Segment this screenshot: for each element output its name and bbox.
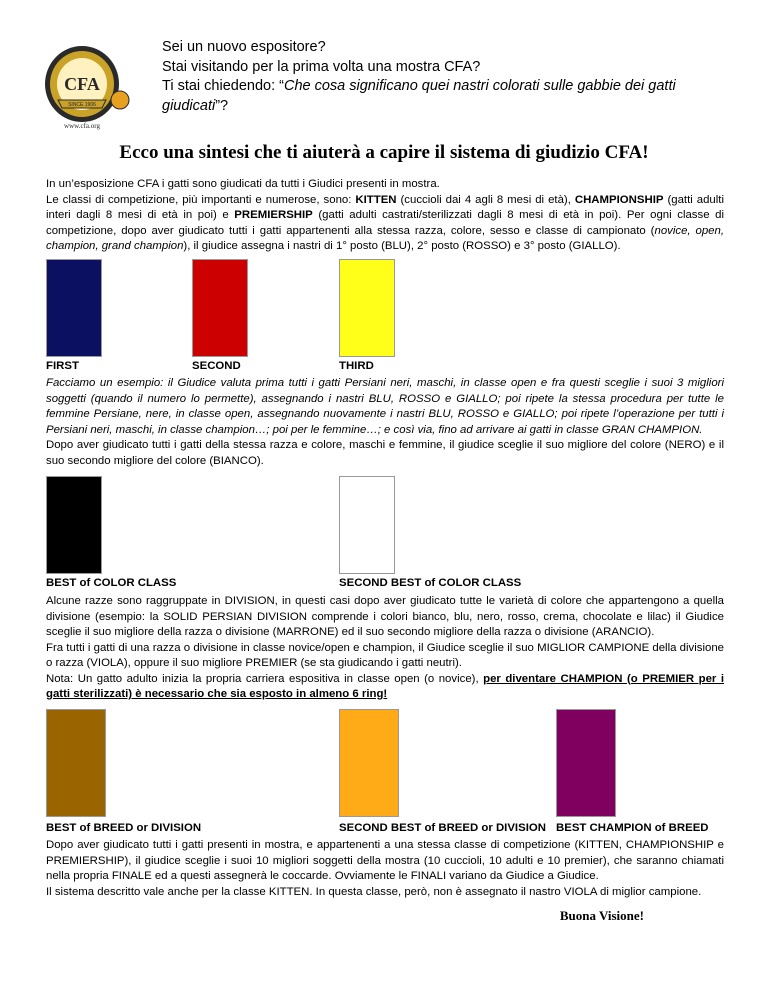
- section-2-p2: Dopo aver giudicato tutti i gatti della stessa razza e colore, maschi e femmine, il giudice sceglie il suo migliore del colore (NERO) e il suo secondo migliore del colore (BIANCO).: [46, 439, 724, 467]
- intro-line-3: Ti stai chiedendo: “Che cosa significano quei nastri colorati sulle gabbie dei gatti giudicati”?: [162, 78, 676, 114]
- cfa-logo: [28, 38, 140, 130]
- ribbon-best-champion-label: BEST CHAMPION of BREED: [556, 822, 709, 834]
- ribbon-second-best-breed: [339, 709, 399, 817]
- section-3-p2: Fra tutti i gatti di una razza o divisione in classe novice/open e champion, il Giudice sceglie il suo MIGLIOR CAMPIONE della divisione o razza (VIOLA), oppure il suo migliore PREMIER (se sta giudicando i gatti neutri).: [46, 641, 724, 669]
- section-4: [46, 838, 724, 900]
- ribbon-third: [339, 259, 395, 357]
- section-3: [46, 594, 724, 703]
- section-3-note: Nota: Un gatto adulto inizia la propria carriera espositiva in classe open (o novice), per diventare CHAMPION (o PREMIER per i gatti sterilizzati) è necessario che sia esposto in almeno 6 ring!: [46, 672, 724, 700]
- logo-banner-text: SINCE 1906: [68, 102, 96, 108]
- ribbon-second-best-color: [339, 476, 395, 574]
- section-4-p2: Il sistema descritto vale anche per la classe KITTEN. In questa classe, però, non è assegnato il nastro VIOLA di miglior campione.: [46, 885, 702, 898]
- ribbon-best-champion: [556, 709, 616, 817]
- section-1-p2: Le classi di competizione, più importanti e numerose, sono: KITTEN (cuccioli dai 4 agli 8 mesi di età), CHAMPIONSHIP (gatti adulti interi dagli 8 mesi di età in poi) e PREMIERSHIP (gatti adulti castrati/sterilizzati dagli 8 mesi di età in poi). Per ogni classe di competizione, dopo aver giudicato tutti i gatti appartenenti alla stessa razza, colore, sesso e classe di campionato (novice, open, champion, grand champion), il giudice assegna i nastri di 1° posto (BLU), 2° posto (ROSSO) e 3° posto (GIALLO).: [46, 193, 724, 252]
- ribbon-second-best-breed-label: SECOND BEST of BREED or DIVISION: [339, 822, 546, 834]
- ribbon-first-label: FIRST: [46, 360, 79, 372]
- intro-question-italic: Che cosa significano quei nastri colorati sulle gabbie dei gatti giudicati: [162, 78, 676, 114]
- logo-center-text: CFA: [64, 74, 100, 94]
- note-emphasis: per diventare CHAMPION (o PREMIER per i gatti sterilizzati) è necessario che sia esposto in almeno 6 ring!: [46, 672, 724, 700]
- ribbon-best-color-label: BEST of COLOR CLASS: [46, 577, 177, 589]
- intro-line-2: Stai visitando per la prima volta una mostra CFA?: [162, 58, 481, 75]
- ribbon-best-breed: [46, 709, 106, 817]
- ribbon-best-color: [46, 476, 102, 574]
- ribbon-third-label: THIRD: [339, 360, 374, 372]
- logo-url-text: www.cfa.org: [64, 122, 100, 130]
- closing-text: Buona Visione!: [559, 908, 644, 923]
- ribbon-second-label: SECOND: [192, 360, 241, 372]
- section-2-example: Facciamo un esempio: il Giudice valuta prima tutti i gatti Persiani neri, maschi, in classe open e fra questi sceglie i suoi 3 migliori soggetti (quando il numero lo permette), assegnando i nastri BLU, ROSSO e GIALLO; poi ripete la stessa procedura per tutte le femmine Persiane, nere, in classe open, assegnando nuovamente i nastri BLU, ROSSO e GIALLO; poi ripete l’operazione per tutti i Persiani neri, maschi, in classe champion…; poi per le femmine…; e così via, fino ad arrivare ai gatti in classe GRAN CHAMPION.: [46, 377, 724, 436]
- page-title: Ecco una sintesi che ti aiuterà a capire il sistema di giudizio CFA!: [119, 142, 649, 163]
- ribbon-best-breed-label: BEST of BREED or DIVISION: [46, 822, 202, 834]
- ribbon-second: [192, 259, 248, 357]
- section-4-p1: Dopo aver giudicato tutti i gatti presenti in mostra, e appartenenti a una stessa classe di competizione (KITTEN, CHAMPIONSHIP e PREMIERSHIP), il giudice sceglie i suoi 10 migliori soggetti della mostra (10 cuccioli, 10 adulti e 10 premier), che saranno chiamati nella propria FINALE ed a questi assegnerà le coccarde. Ovviamente le FINALI variano da Giudice a Giudice.: [46, 839, 724, 882]
- intro-line-1: Sei un nuovo espositore?: [162, 39, 326, 55]
- ribbon-second-best-color-label: SECOND BEST of COLOR CLASS: [339, 577, 522, 589]
- section-2: [46, 376, 724, 469]
- intro-block: [162, 38, 742, 116]
- section-1: [46, 177, 724, 255]
- ribbon-first: [46, 259, 102, 357]
- section-3-p1: Alcune razze sono raggruppate in DIVISION, in questi casi dopo aver giudicato tutte le varietà di colore che appartengono a quella divisione (esempio: la SOLID PERSIAN DIVISION comprende i colori bianco, blu, nero, rosso, crema, chocolate e lilac) il Giudice sceglie il suo migliore della razza o divisione (MARRONE) ed il suo secondo migliore della razza o divisione (ARANCIO).: [46, 595, 724, 638]
- section-1-p1: In un’esposizione CFA i gatti sono giudicati da tutti i Giudici presenti in mostra.: [46, 178, 440, 190]
